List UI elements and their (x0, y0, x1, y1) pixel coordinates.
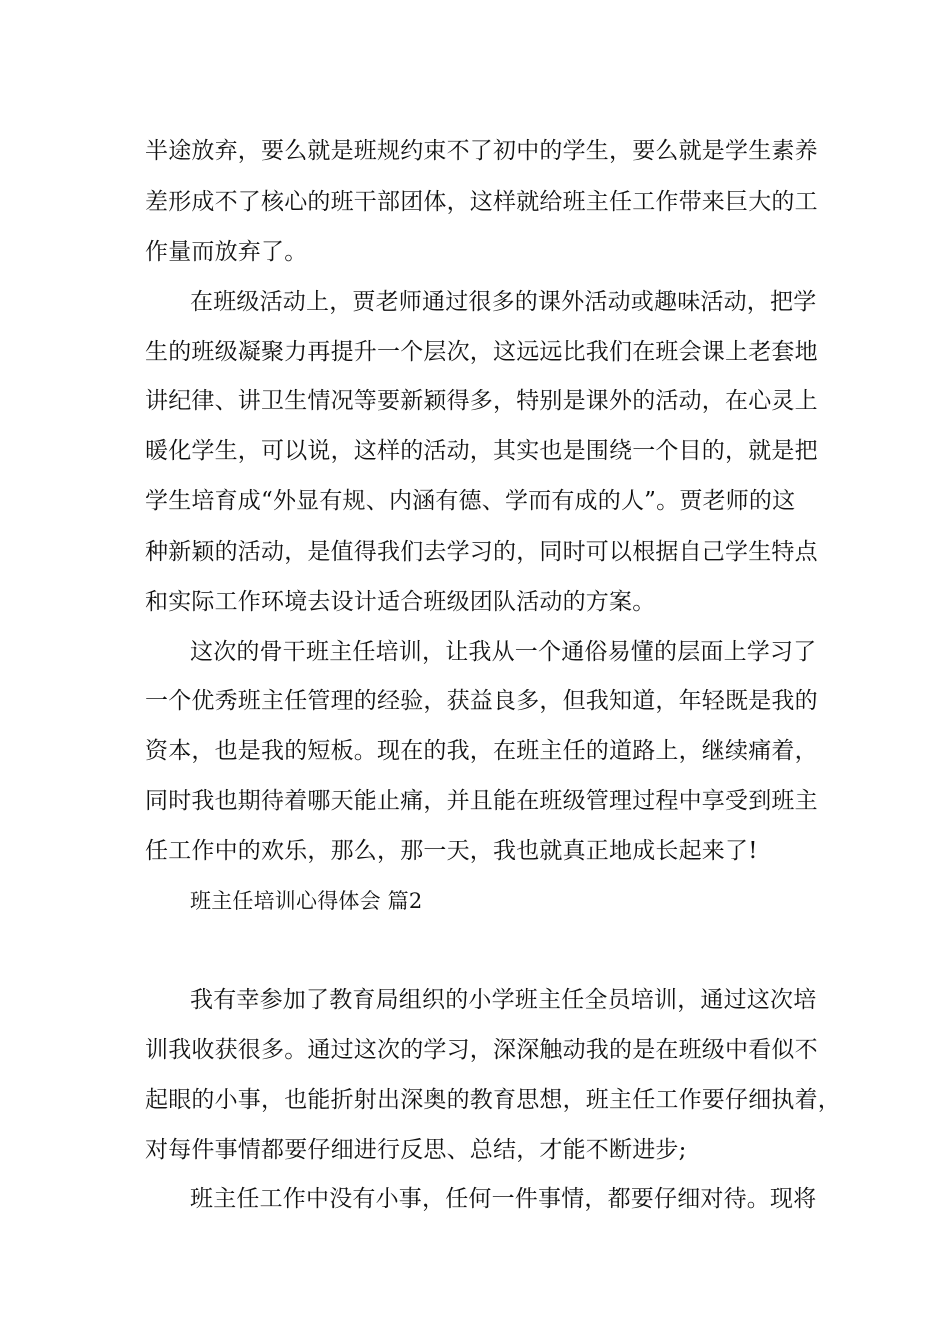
text-line: 任工作中的欢乐，那么，那一天，我也就真正地成长起来了! (145, 838, 758, 864)
text-line: 对每件事情都要仔细进行反思、总结，才能不断进步; (145, 1137, 687, 1163)
text-line: 作量而放弃了。 (145, 239, 308, 265)
text-line: 讲纪律、讲卫生情况等要新颖得多，特别是课外的活动，在心灵上 (145, 388, 818, 414)
section-heading: 班主任培训心得体会 篇2 (190, 889, 423, 913)
text-line: 在班级活动上，贾老师通过很多的课外活动或趣味活动，把学 (190, 289, 817, 315)
text-line: 差形成不了核心的班干部团体，这样就给班主任工作带来巨大的工 (145, 189, 818, 215)
text-line: 起眼的小事，也能折射出深奥的教育思想，班主任工作要仔细执着， (145, 1087, 841, 1113)
text-line: 种新颖的活动，是值得我们去学习的，同时可以根据自己学生特点 (145, 539, 818, 565)
text-line: 暖化学生，可以说，这样的活动，其实也是围绕一个目的，就是把 (145, 438, 818, 464)
text-line: 生的班级凝聚力再提升一个层次，这远远比我们在班会课上老套地 (145, 339, 818, 365)
text-line: 同时我也期待着哪天能止痛，并且能在班级管理过程中享受到班主 (145, 788, 818, 814)
text-line: 资本，也是我的短板。现在的我，在班主任的道路上，继续痛着， (145, 738, 818, 764)
text-line: 半途放弃，要么就是班规约束不了初中的学生，要么就是学生素养 (145, 138, 818, 164)
text-line: 班主任工作中没有小事，任何一件事情，都要仔细对待。现将 (190, 1186, 817, 1212)
text-line: 学生培育成“外显有规、内涵有德、学而有成的人”。贾老师的这 (145, 488, 796, 514)
text-line: 训我收获很多。通过这次的学习，深深触动我的是在班级中看似不 (145, 1037, 818, 1063)
text-line: 一个优秀班主任管理的经验，获益良多，但我知道，年轻既是我的 (145, 688, 818, 714)
text-line: 我有幸参加了教育局组织的小学班主任全员培训，通过这次培 (190, 987, 817, 1013)
text-line: 这次的骨干班主任培训，让我从一个通俗易懂的层面上学习了 (190, 639, 817, 665)
text-line: 和实际工作环境去设计适合班级团队活动的方案。 (145, 589, 656, 615)
